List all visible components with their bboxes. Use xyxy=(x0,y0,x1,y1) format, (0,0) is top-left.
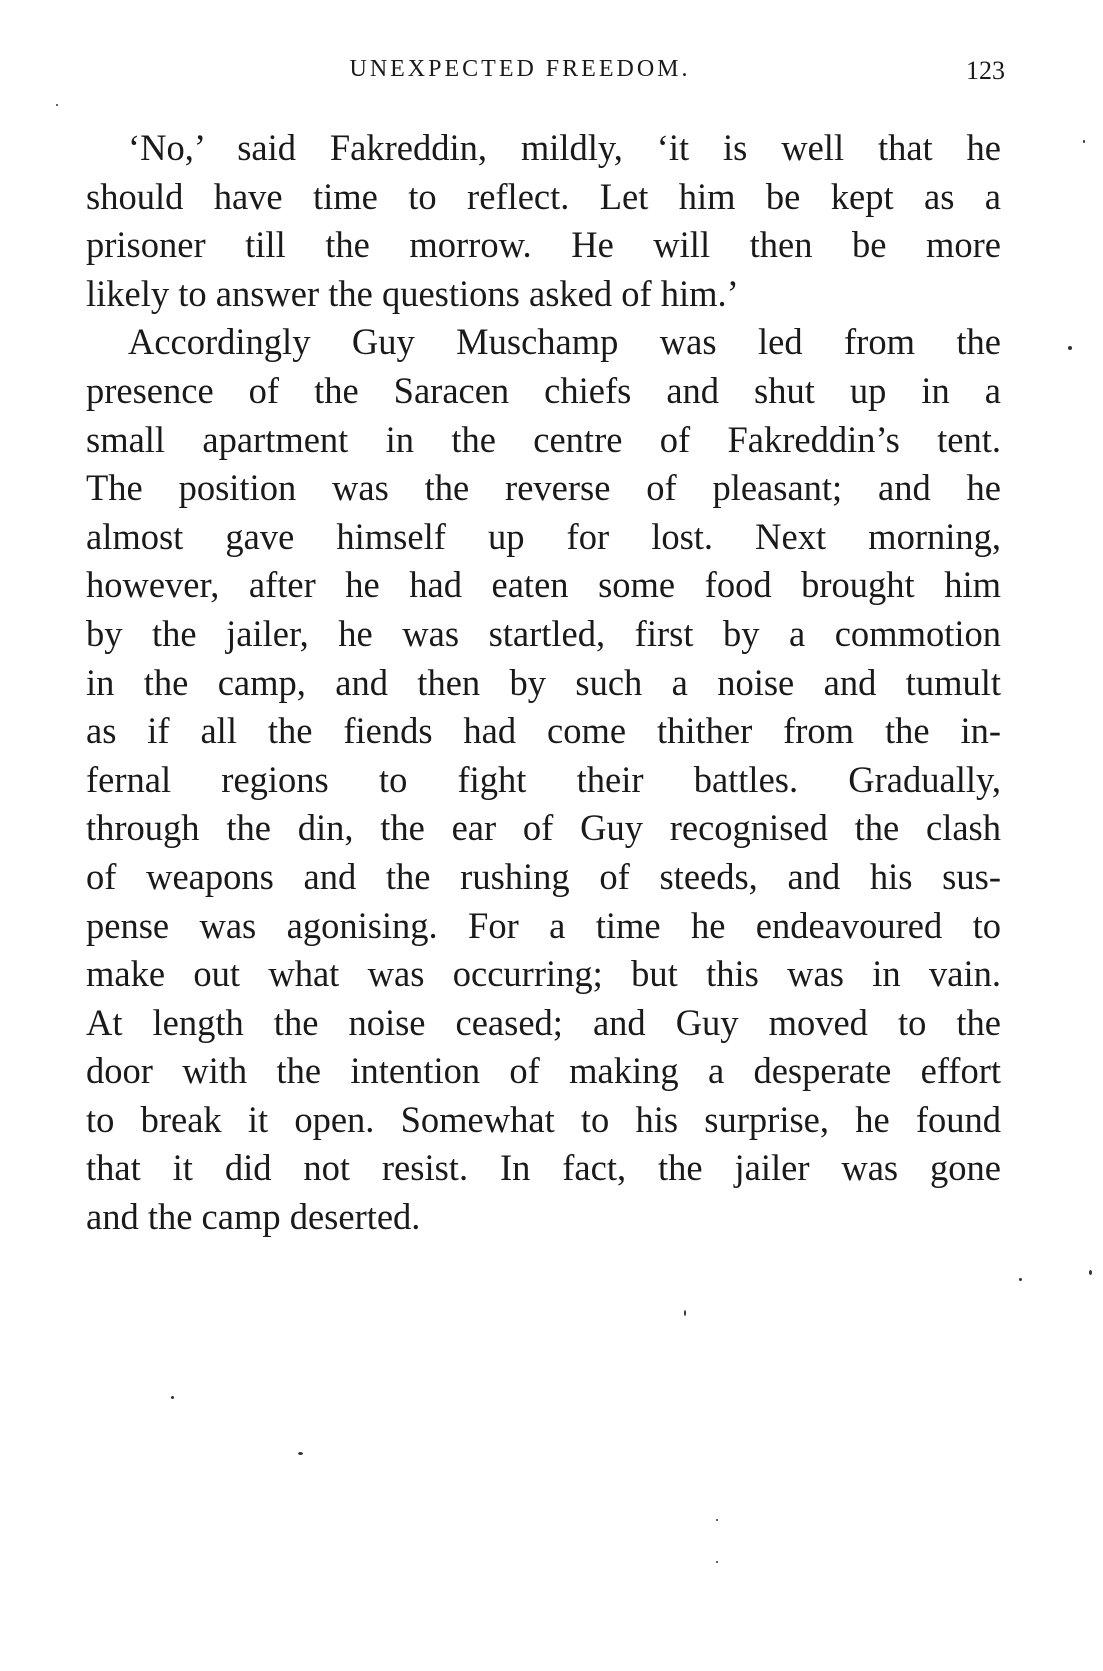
text-line: Accordingly Guy Muschamp was led from the xyxy=(128,321,1001,363)
text-line: in the camp, and then by such a noise and tumult xyxy=(86,661,1001,703)
text-line: ‘No,’ said Fakreddin, mildly, ‘it is well that he xyxy=(128,127,1001,168)
running-head xyxy=(0,52,1103,92)
text-line: likely to answer the questions asked of him.’ xyxy=(86,272,739,314)
text-line: by the jailer, he was startled, first by a commotion xyxy=(86,612,1001,654)
running-title: UNEXPECTED FREEDOM. xyxy=(349,56,691,82)
paper-speck xyxy=(298,1452,303,1455)
text-line: door with the intention of making a desperate effort xyxy=(86,1050,1001,1092)
paper-speck xyxy=(171,1396,174,1399)
paper-speck xyxy=(1068,346,1072,350)
paragraph-2 xyxy=(86,318,1001,1241)
paper-speck xyxy=(56,104,58,106)
text-line: should have time to reflect. Let him be kept as a xyxy=(86,175,1001,217)
paper-speck xyxy=(684,1310,686,1316)
text-line: presence of the Saracen chiefs and shut up in a xyxy=(86,369,1001,411)
paper-speck xyxy=(1019,1278,1022,1281)
text-line: through the din, the ear of Guy recognised the clash xyxy=(86,807,1001,849)
body-text xyxy=(86,124,1001,1242)
paper-speck xyxy=(1083,140,1085,143)
text-line: that it did not resist. In fact, the jailer was gone xyxy=(86,1147,1001,1189)
text-line: small apartment in the centre of Fakreddin’s tent. xyxy=(86,418,1001,460)
page-number: 123 xyxy=(966,56,1005,85)
paper-speck xyxy=(1089,1270,1092,1275)
text-line: and the camp deserted. xyxy=(86,1196,421,1238)
paragraph-1 xyxy=(86,124,1001,318)
text-line: to break it open. Somewhat to his surprise, he found xyxy=(86,1098,1001,1140)
paper-speck xyxy=(716,1561,718,1563)
text-line: The position was the reverse of pleasant; and he xyxy=(86,467,1001,509)
text-line: make out what was occurring; but this was in vain. xyxy=(86,953,1001,995)
text-line: prisoner till the morrow. He will then be more xyxy=(86,224,1001,266)
text-line: however, after he had eaten some food brought him xyxy=(86,564,1001,606)
paper-speck xyxy=(716,1519,718,1521)
text-line: fernal regions to fight their battles. Gradually, xyxy=(86,758,1001,800)
text-line: as if all the fiends had come thither from the in- xyxy=(86,710,1001,752)
text-line: almost gave himself up for lost. Next morning, xyxy=(86,515,1001,557)
text-line: of weapons and the rushing of steeds, and his sus- xyxy=(86,855,1001,897)
text-line: pense was agonising. For a time he endeavoured to xyxy=(86,904,1001,946)
text-line: At length the noise ceased; and Guy moved to the xyxy=(86,1001,1001,1043)
